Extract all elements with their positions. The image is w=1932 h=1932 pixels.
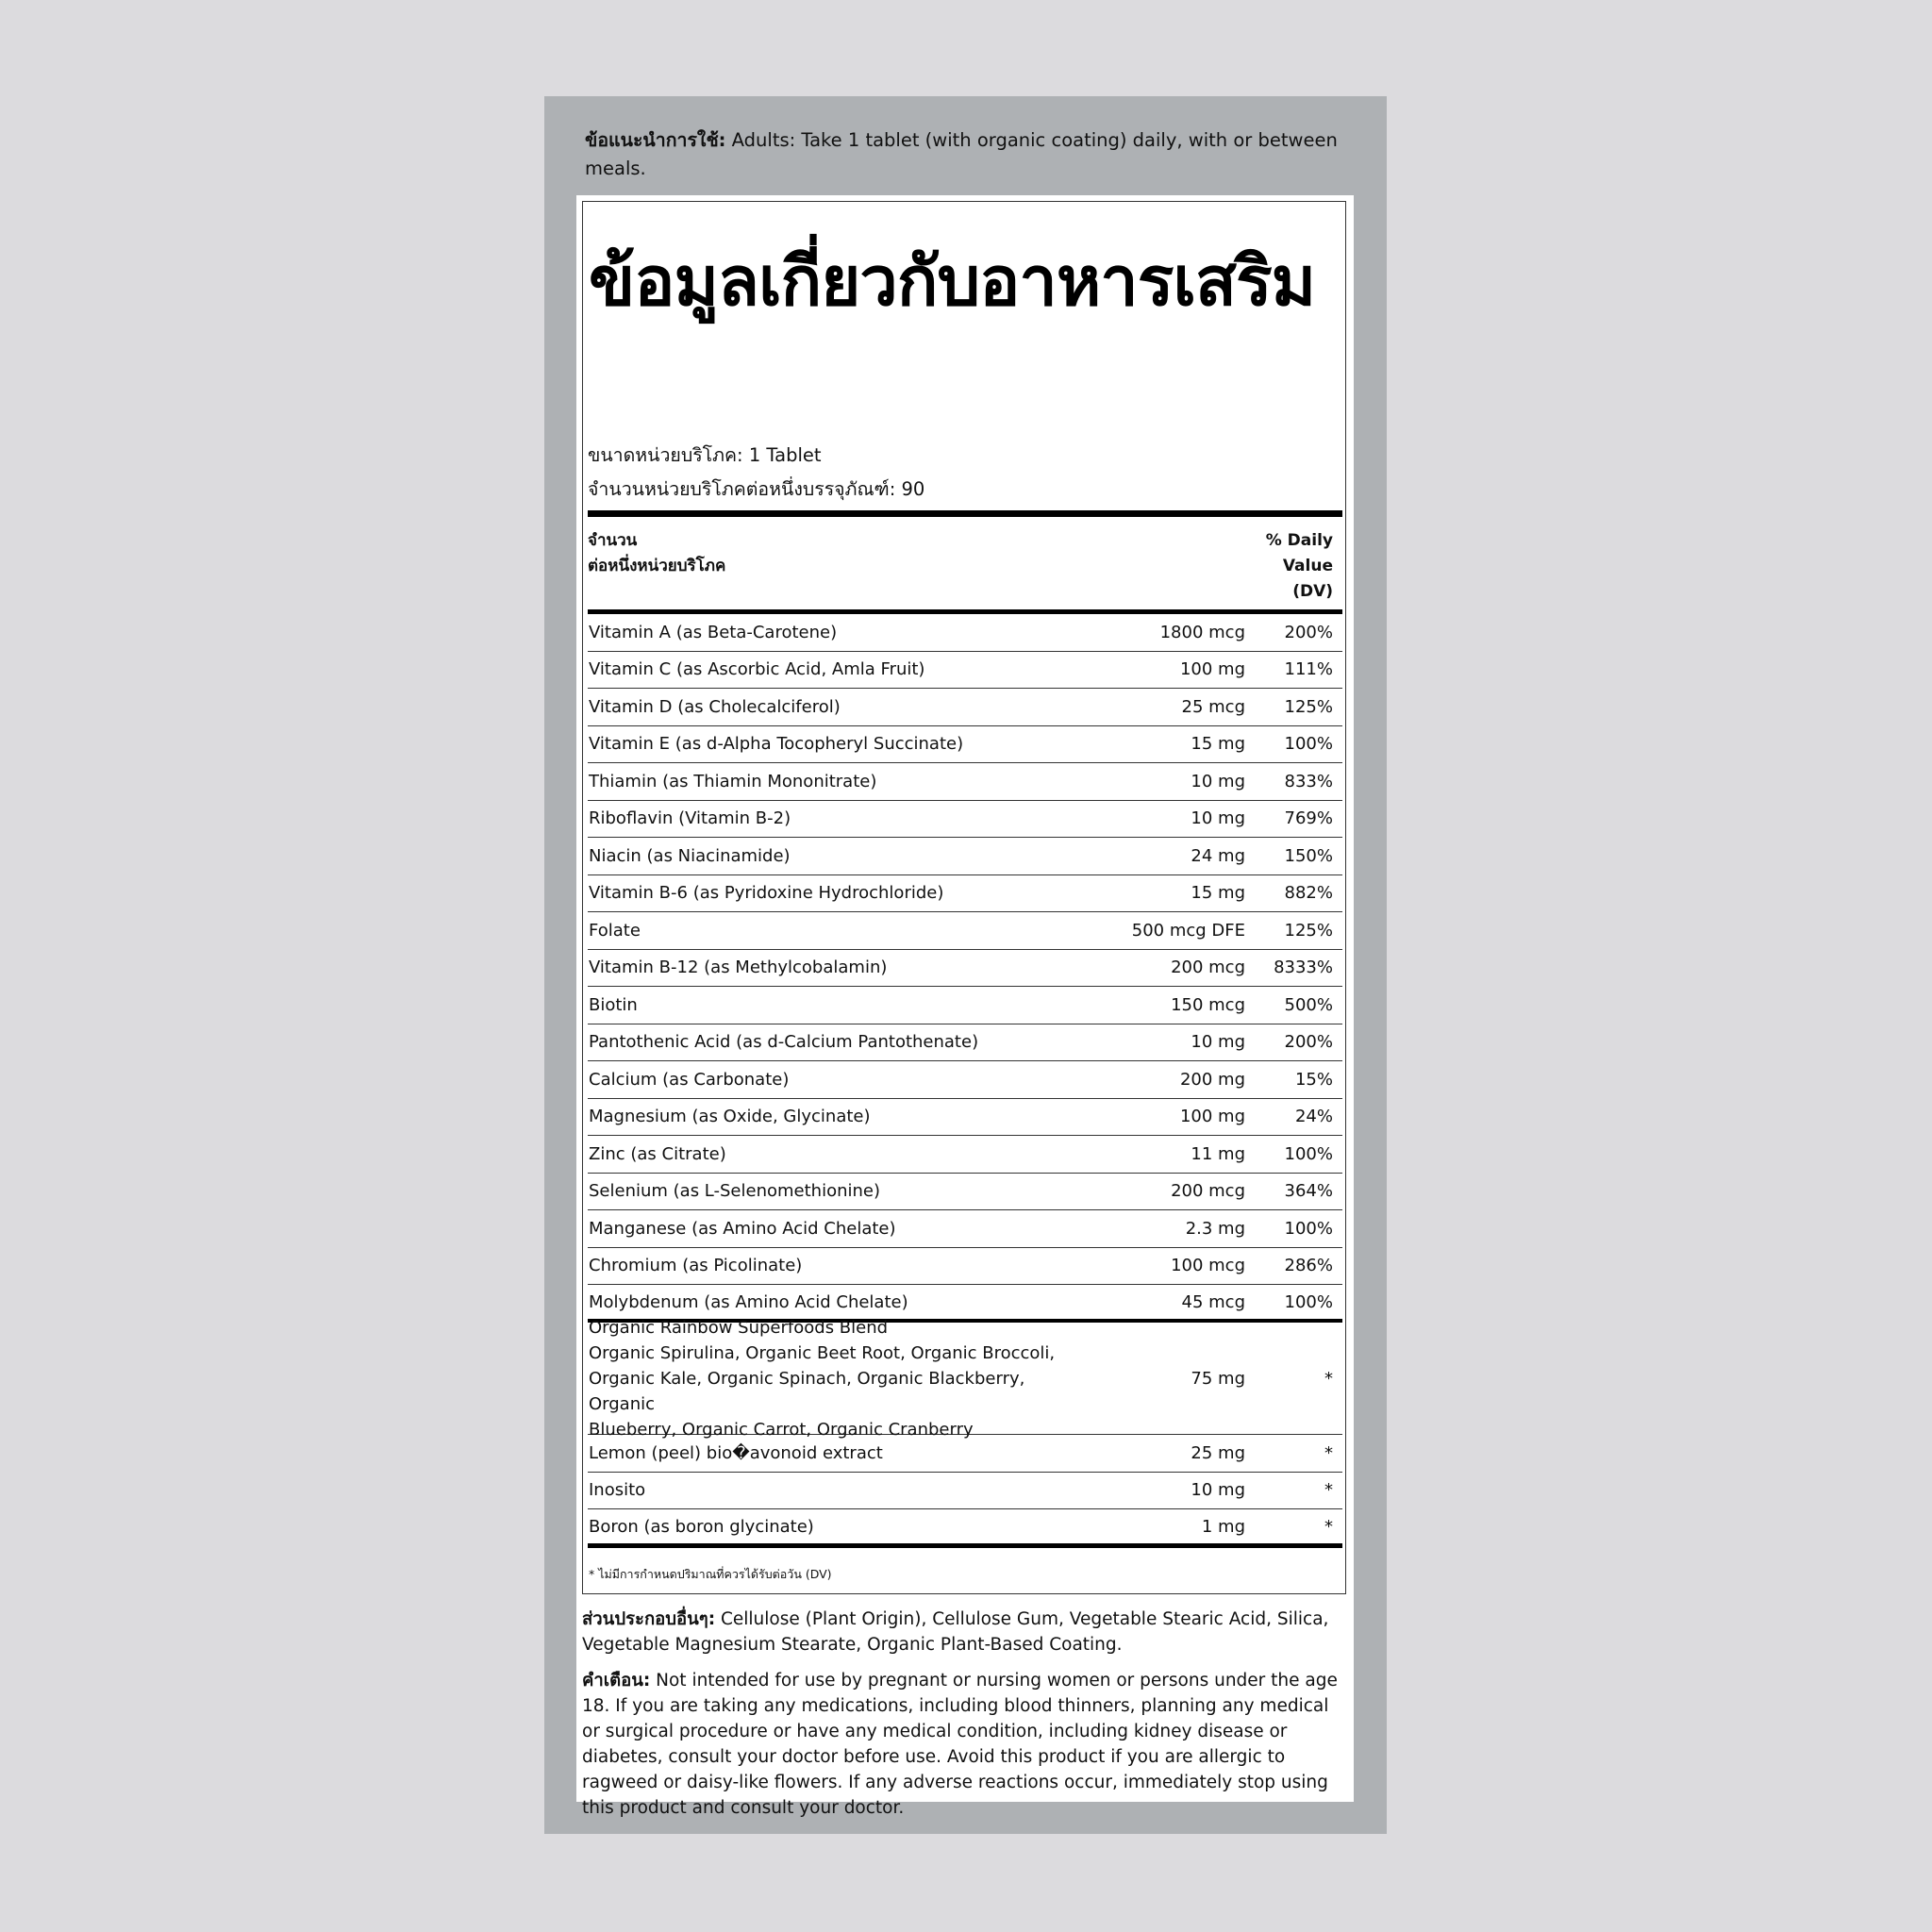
nutrient-amount: 100 mcg [1171, 1256, 1245, 1276]
dv-header [1226, 528, 1333, 605]
table-row [588, 1473, 1342, 1510]
nutrient-amount: 2.3 mg [1185, 1218, 1245, 1239]
nutrient-amount: 10 mg [1191, 1032, 1245, 1053]
table-row [588, 1248, 1342, 1286]
blend-title: Organic Rainbow Superfoods Blend [589, 1317, 889, 1338]
table-row [588, 726, 1342, 764]
table-row [588, 912, 1342, 950]
nutrient-name: Molybdenum (as Amino Acid Chelate) [589, 1291, 908, 1312]
nutrient-dv: 100% [1284, 1143, 1333, 1164]
warning-text [582, 1668, 1348, 1821]
page-title: ข้อมูลเกี่ยวกับอาหารเสริม [589, 242, 1316, 321]
table-row [588, 1061, 1342, 1099]
nutrient-name: Vitamin A (as Beta-Carotene) [589, 622, 838, 642]
nutrient-dv: 286% [1284, 1256, 1333, 1276]
table-row [588, 1509, 1342, 1548]
dv-header-line3: (DV) [1292, 582, 1333, 601]
nutrient-amount: 1800 mcg [1159, 622, 1245, 642]
table-row [588, 1099, 1342, 1137]
nutrient-amount: 100 mg [1179, 1107, 1245, 1127]
table-row [588, 1024, 1342, 1062]
nutrient-name: Biotin [589, 994, 638, 1015]
serving-size: ขนาดหน่วยบริโภค: 1 Tablet [588, 444, 822, 466]
blend-ingredients-line1: Organic Spirulina, Organic Beet Root, Organic Broccoli, [589, 1342, 1056, 1363]
nutrient-name: Thiamin (as Thiamin Mononitrate) [589, 771, 877, 791]
nutrient-amount: 10 mg [1191, 1480, 1245, 1501]
blend-amount: 75 mg [1191, 1368, 1245, 1389]
dv-footnote: * ไม่มีการกำหนดปริมาณที่ควรได้รับต่อวัน (DV) [589, 1567, 832, 1581]
nutrient-dv: 200% [1284, 1032, 1333, 1053]
nutrient-name: Manganese (as Amino Acid Chelate) [589, 1218, 896, 1239]
dv-header-line1: % Daily [1265, 531, 1333, 550]
nutrient-dv: * [1324, 1442, 1333, 1463]
nutrient-amount: 25 mcg [1181, 696, 1245, 717]
amount-header-line1: จำนวน [588, 531, 638, 550]
table-row [588, 1136, 1342, 1174]
table-row [588, 614, 1342, 652]
blend-name [588, 1315, 1057, 1442]
table-row [588, 689, 1342, 726]
nutrient-dv: 882% [1284, 883, 1333, 904]
other-ingredients [582, 1607, 1348, 1657]
nutrient-name: Folate [589, 920, 641, 941]
nutrient-name: Inosito [589, 1480, 646, 1501]
nutrient-name: Vitamin E (as d-Alpha Tocopheryl Succinate) [589, 734, 964, 755]
nutrient-dv: 24% [1294, 1107, 1333, 1127]
nutrient-dv: 833% [1284, 771, 1333, 791]
nutrient-name: Vitamin B-12 (as Methylcobalamin) [589, 958, 888, 978]
nutrient-dv: 100% [1284, 734, 1333, 755]
table-row [588, 875, 1342, 913]
other-ingredients-label: ส่วนประกอบอื่นๆ: [582, 1609, 716, 1629]
nutrient-dv: 100% [1284, 1218, 1333, 1239]
table-row [588, 763, 1342, 801]
directions-body: Adults: Take 1 tablet (with organic coating) daily, with or between meals. [585, 129, 1338, 179]
table-row [588, 652, 1342, 690]
nutrient-amount: 1 mg [1201, 1516, 1245, 1537]
table-row [588, 1174, 1342, 1211]
warning-body: Not intended for use by pregnant or nursing women or persons under the age 18. If you are taking any medications, including blood thinners, planning any medical or surgical procedure or have any medical condition, including kidney disease or diabetes, consult your doctor before use. Avoid this product if you are allergic to ragweed or daisy-like flowers. If any adverse reactions occur, immediately stop using this product and consult your doctor. [582, 1671, 1338, 1818]
nutrient-dv: 8333% [1274, 958, 1333, 978]
nutrient-amount: 11 mg [1191, 1143, 1245, 1164]
nutrient-name: Vitamin D (as Cholecalciferol) [589, 696, 841, 717]
table-row [588, 1210, 1342, 1248]
table-row [588, 838, 1342, 875]
nutrient-amount: 150 mcg [1171, 994, 1245, 1015]
nutrient-dv: 200% [1284, 622, 1333, 642]
nutrient-dv: 100% [1284, 1291, 1333, 1312]
nutrient-dv: * [1324, 1516, 1333, 1537]
nutrient-name: Zinc (as Citrate) [589, 1143, 726, 1164]
nutrient-dv: 125% [1284, 696, 1333, 717]
nutrient-amount: 45 mcg [1181, 1291, 1245, 1312]
other-ingredients-text: Cellulose (Plant Origin), Cellulose Gum, Vegetable Stearic Acid, Silica, Vegetable Magnesium Stearate, Organic Plant-Based Coating. [582, 1609, 1329, 1655]
nutrient-amount: 24 mg [1191, 845, 1245, 866]
nutrient-amount: 15 mg [1191, 883, 1245, 904]
servings-per-container: จำนวนหน่วยบริโภคต่อหนึ่งบรรจุภัณฑ์: 90 [588, 478, 925, 500]
dv-header-line2: Value [1282, 557, 1333, 575]
warning-label: คำเตือน: [582, 1671, 651, 1690]
nutrient-dv: 15% [1294, 1069, 1333, 1090]
amount-header-line2: ต่อหนึ่งหน่วยบริโภค [588, 557, 726, 575]
blend-row [588, 1317, 1342, 1440]
table-row [588, 801, 1342, 839]
nutrient-amount: 10 mg [1191, 808, 1245, 829]
nutrient-name: Chromium (as Picolinate) [589, 1256, 803, 1276]
amount-header [588, 528, 725, 579]
blend-ingredients-line3: Blueberry, Organic Carrot, Organic Cranberry [589, 1419, 974, 1440]
nutrient-name: Niacin (as Niacinamide) [589, 845, 791, 866]
directions-label: ข้อแนะนำการใช้: [585, 129, 726, 151]
nutrient-dv: 125% [1284, 920, 1333, 941]
nutrient-name: Riboflavin (Vitamin B-2) [589, 808, 791, 829]
nutrient-amount: 10 mg [1191, 771, 1245, 791]
nutrient-dv: * [1324, 1480, 1333, 1501]
nutrient-name: Vitamin C (as Ascorbic Acid, Amla Fruit) [589, 659, 925, 680]
nutrient-dv: 150% [1284, 845, 1333, 866]
nutrient-name: Pantothenic Acid (as d-Calcium Pantothenate) [589, 1032, 979, 1053]
blend-ingredients-line2: Organic Kale, Organic Spinach, Organic Blackberry, Organic [589, 1368, 1025, 1414]
thick-divider-top [588, 510, 1342, 517]
nutrient-dv: 364% [1284, 1181, 1333, 1202]
table-row [588, 950, 1342, 988]
blend-dv: * [1324, 1368, 1333, 1389]
nutrient-name: Magnesium (as Oxide, Glycinate) [589, 1107, 871, 1127]
nutrient-name: Vitamin B-6 (as Pyridoxine Hydrochloride) [589, 883, 944, 904]
nutrient-dv: 111% [1284, 659, 1333, 680]
nutrient-amount: 200 mg [1179, 1069, 1245, 1090]
directions-text [585, 126, 1340, 183]
nutrient-amount: 15 mg [1191, 734, 1245, 755]
nutrient-name: Selenium (as L-Selenomethionine) [589, 1181, 881, 1202]
nutrient-dv: 769% [1284, 808, 1333, 829]
nutrient-amount: 25 mg [1191, 1442, 1245, 1463]
nutrient-amount: 100 mg [1179, 659, 1245, 680]
nutrient-table [588, 614, 1342, 1548]
table-row [588, 987, 1342, 1024]
nutrient-amount: 500 mcg DFE [1131, 920, 1245, 941]
nutrient-name: Boron (as boron glycinate) [589, 1516, 814, 1537]
nutrient-name: Lemon (peel) bio�avonoid extract [589, 1442, 883, 1463]
nutrient-dv: 500% [1284, 994, 1333, 1015]
nutrient-amount: 200 mcg [1171, 958, 1245, 978]
nutrient-amount: 200 mcg [1171, 1181, 1245, 1202]
nutrient-name: Calcium (as Carbonate) [589, 1069, 790, 1090]
